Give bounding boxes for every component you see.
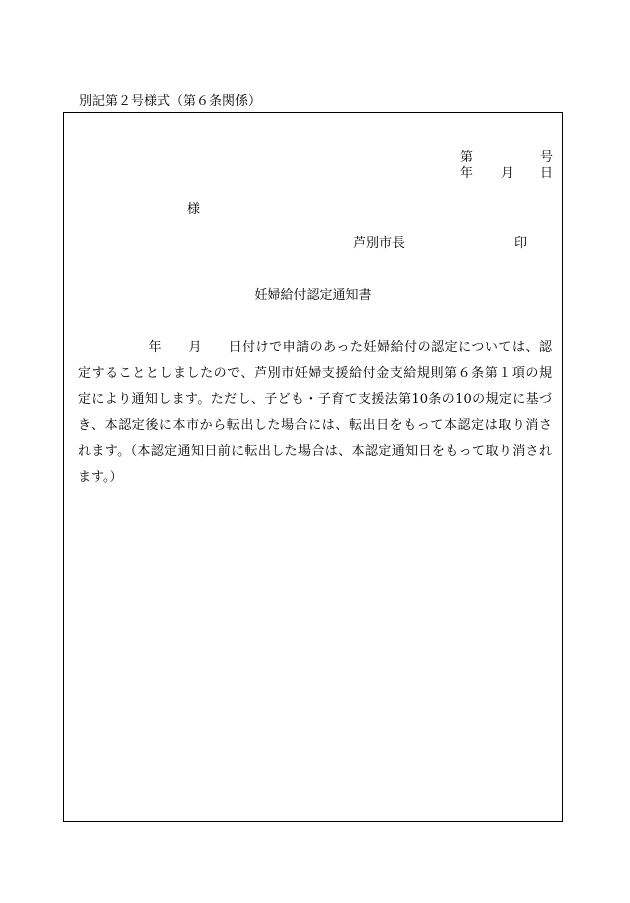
seal-mark: 印 bbox=[514, 236, 528, 251]
body-line-4: き、本認定後に本市から転出した場合には、転出日をもって本認定は取り消さ bbox=[78, 418, 552, 433]
addressee-suffix: 様 bbox=[187, 202, 201, 217]
date-day-label: 日 bbox=[540, 166, 554, 181]
body-date-year: 年 bbox=[148, 340, 163, 355]
date-year-label: 年 bbox=[460, 166, 474, 181]
body-line-1 bbox=[78, 335, 552, 361]
body-line-6: ます。） bbox=[78, 470, 123, 485]
document-title: 妊婦給付認定通知書 bbox=[254, 288, 372, 303]
body-date-month: 月 bbox=[188, 340, 203, 355]
document-number-suffix: 号 bbox=[540, 150, 554, 165]
form-number-label: 別記第２号様式（第６条関係） bbox=[79, 94, 262, 109]
document-number-prefix: 第 bbox=[460, 150, 474, 165]
body-line-2: 定することとしましたので、芦別市妊婦支援給付金支給規則第６条第１項の規 bbox=[78, 366, 552, 381]
date-month-label: 月 bbox=[501, 166, 515, 181]
body-line-3: 定により通知します。ただし、子ども・子育て支援法第10条の10の規定に基づ bbox=[78, 392, 552, 407]
issuer-name: 芦別市長 bbox=[353, 236, 406, 251]
notice-document-frame bbox=[63, 112, 563, 822]
body-line-1-text: 日付けで申請のあった妊婦給付の認定については、認 bbox=[228, 340, 552, 355]
notice-body bbox=[78, 335, 552, 491]
body-line-5: れます。（本認定通知日前に転出した場合は、本認定通知日をもって取り消され bbox=[78, 444, 552, 459]
